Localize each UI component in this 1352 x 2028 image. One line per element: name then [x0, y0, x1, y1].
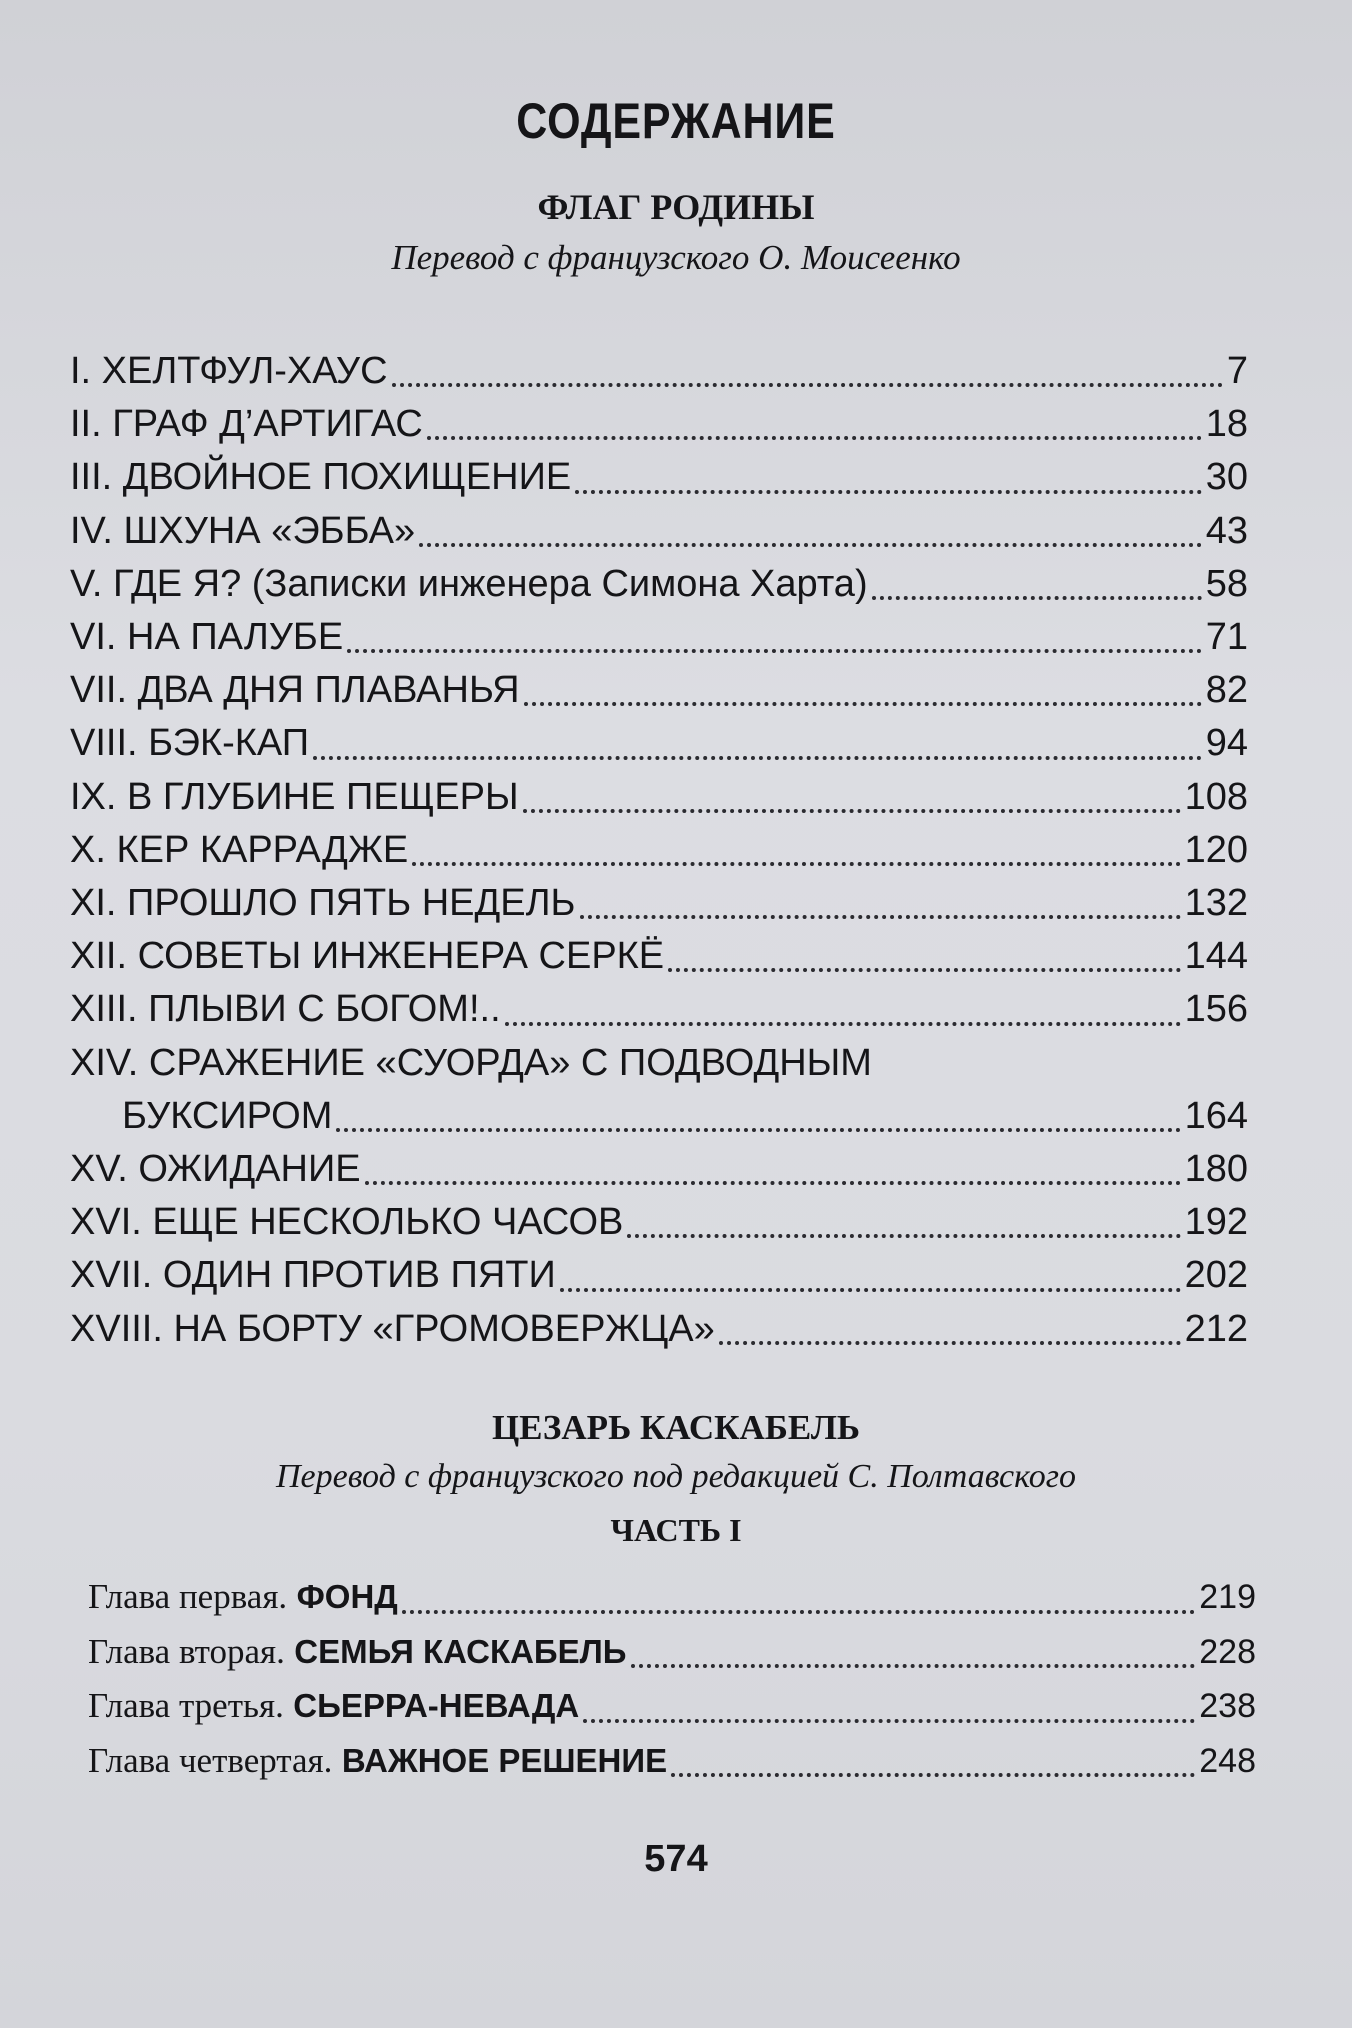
chapter-title: VII. ДВА ДНЯ ПЛАВАНЬЯ: [70, 669, 520, 712]
dot-leader: [524, 702, 1202, 706]
chapter-title: XIV. СРАЖЕНИЕ «СУОРДА» С ПОДВОДНЫМ: [70, 1041, 872, 1084]
dot-leader: [313, 756, 1202, 760]
toc-entry: [70, 1143, 1248, 1196]
chapter-title: XVI. ЕЩЕ НЕСКОЛЬКО ЧАСОВ: [70, 1201, 624, 1244]
page-ref: 108: [1184, 775, 1248, 818]
toc-entry: [70, 771, 1248, 824]
dot-leader: [580, 915, 1181, 919]
toc-entry: [88, 1679, 1256, 1734]
dot-leader: [365, 1181, 1181, 1185]
book2-translator: Перевод с французского под редакцией С. Полтавского: [275, 1458, 1076, 1495]
dot-leader: [427, 436, 1202, 440]
dot-leader: [505, 1022, 1181, 1026]
toc-entry: [70, 717, 1248, 770]
book1-title: ФЛАГ РОДИНЫ: [537, 187, 815, 227]
toc-entry: [70, 1249, 1248, 1302]
dot-leader: [583, 1719, 1195, 1723]
toc-entry: [88, 1570, 1256, 1625]
book2-toc: [88, 1570, 1256, 1788]
page-ref: 120: [1184, 828, 1248, 871]
page-ref: 71: [1205, 616, 1248, 659]
chapter-number: Глава первая.: [88, 1577, 288, 1616]
chapter-title-continuation: БУКСИРОМ: [122, 1094, 333, 1137]
chapter-name: СЕМЬЯ КАСКАБЕЛЬ: [294, 1632, 627, 1670]
chapter-name: ФОНД: [296, 1578, 398, 1615]
toc-entry: [70, 345, 1248, 398]
dot-leader: [402, 1610, 1195, 1614]
part-title: ЧАСТЬ I: [610, 1512, 742, 1548]
dot-leader: [419, 543, 1202, 547]
dot-leader: [392, 383, 1223, 387]
page-ref: 94: [1205, 722, 1248, 765]
chapter-title: III. ДВОЙНОЕ ПОХИЩЕНИЕ: [70, 456, 572, 499]
chapter-title: XIII. ПЛЫВИ С БОГОМ!..: [70, 988, 501, 1031]
chapter-title: X. КЕР КАРРАДЖЕ: [70, 828, 409, 871]
dot-leader: [347, 649, 1202, 653]
chapter-title: XV. ОЖИДАНИЕ: [70, 1148, 361, 1191]
toc-entry: [70, 558, 1248, 611]
toc-entry: [70, 1196, 1248, 1249]
toc-entry: [70, 451, 1248, 504]
chapter-title: XVII. ОДИН ПРОТИВ ПЯТИ: [70, 1254, 556, 1297]
page-ref: 238: [1199, 1687, 1256, 1725]
chapter-number: Глава четвертая.: [88, 1740, 333, 1780]
book1-toc: [70, 345, 1248, 1356]
chapter-title: XVIII. НА БОРТУ «ГРОМОВЕРЖЦА»: [70, 1307, 715, 1350]
dot-leader: [575, 490, 1201, 494]
chapter-title: I. ХЕЛТФУЛ-ХАУС: [70, 350, 388, 392]
toc-entry: [70, 877, 1248, 930]
chapter-number: Глава третья.: [88, 1686, 284, 1725]
page-ref: 248: [1199, 1741, 1256, 1780]
chapter-title: XII. СОВЕТЫ ИНЖЕНЕРА СЕРКЁ: [70, 935, 665, 978]
dot-leader: [627, 1234, 1180, 1238]
dot-leader: [412, 862, 1180, 866]
toc-entry: [70, 1303, 1248, 1356]
page-ref: 180: [1184, 1148, 1248, 1191]
chapter-title: XI. ПРОШЛО ПЯТЬ НЕДЕЛЬ: [70, 882, 576, 925]
chapter-title: [88, 1570, 398, 1625]
chapter-title: VIII. БЭК-КАП: [70, 722, 310, 765]
page-ref: 156: [1184, 988, 1248, 1031]
page-ref: 58: [1205, 562, 1248, 605]
chapter-title: VI. НА ПАЛУБЕ: [70, 616, 344, 659]
chapter-title: [88, 1625, 627, 1680]
dot-leader: [336, 1128, 1180, 1132]
page-ref: 132: [1184, 882, 1248, 925]
page-ref: 212: [1184, 1307, 1248, 1350]
chapter-title: [88, 1734, 667, 1789]
toc-entry: [70, 1037, 1248, 1090]
page-ref: 43: [1205, 509, 1248, 552]
page-ref: 202: [1184, 1254, 1248, 1297]
page-ref: 228: [1199, 1632, 1256, 1671]
contents-title: СОДЕРЖАНИЕ: [516, 93, 836, 149]
dot-leader: [671, 1773, 1195, 1777]
toc-entry: [70, 611, 1248, 664]
chapter-title: IX. В ГЛУБИНЕ ПЕЩЕРЫ: [70, 775, 519, 818]
page-number: 574: [644, 1838, 708, 1880]
toc-entry: [88, 1734, 1256, 1789]
chapter-title: IV. ШХУНА «ЭББА»: [70, 509, 416, 552]
toc-entry: [88, 1625, 1256, 1680]
page-ref: 7: [1226, 350, 1248, 392]
dot-leader: [560, 1288, 1181, 1292]
page-ref: 18: [1205, 403, 1248, 446]
page-ref: 164: [1184, 1094, 1248, 1137]
chapter-name: СЬЕРРА-НЕВАДА: [293, 1687, 580, 1724]
toc-entry: [70, 664, 1248, 717]
chapter-title: II. ГРАФ Д’АРТИГАС: [70, 403, 423, 446]
page-ref: 82: [1205, 669, 1248, 712]
toc-entry: [70, 824, 1248, 877]
book2-title: ЦЕЗАРЬ КАСКАБЕЛЬ: [491, 1408, 861, 1447]
dot-leader: [719, 1341, 1181, 1345]
page-ref: 219: [1199, 1578, 1256, 1616]
toc-entry: [70, 930, 1248, 983]
chapter-title: [88, 1679, 579, 1734]
dot-leader: [523, 809, 1181, 813]
page-ref: 30: [1205, 456, 1248, 499]
toc-entry-continuation: [70, 1090, 1248, 1143]
book1-translator: Перевод с французского О. Моисеенко: [391, 238, 961, 277]
chapter-title: V. ГДЕ Я? (Записки инженера Симона Харта): [70, 562, 868, 605]
chapter-name: ВАЖНОЕ РЕШЕНИЕ: [341, 1741, 668, 1779]
toc-entry: [70, 505, 1248, 558]
dot-leader: [872, 596, 1202, 600]
dot-leader: [668, 968, 1180, 972]
page-ref: 144: [1184, 935, 1248, 978]
toc-entry: [70, 983, 1248, 1036]
page-ref: 192: [1184, 1201, 1248, 1244]
dot-leader: [631, 1664, 1196, 1668]
chapter-number: Глава вторая.: [88, 1631, 285, 1671]
toc-entry: [70, 398, 1248, 451]
